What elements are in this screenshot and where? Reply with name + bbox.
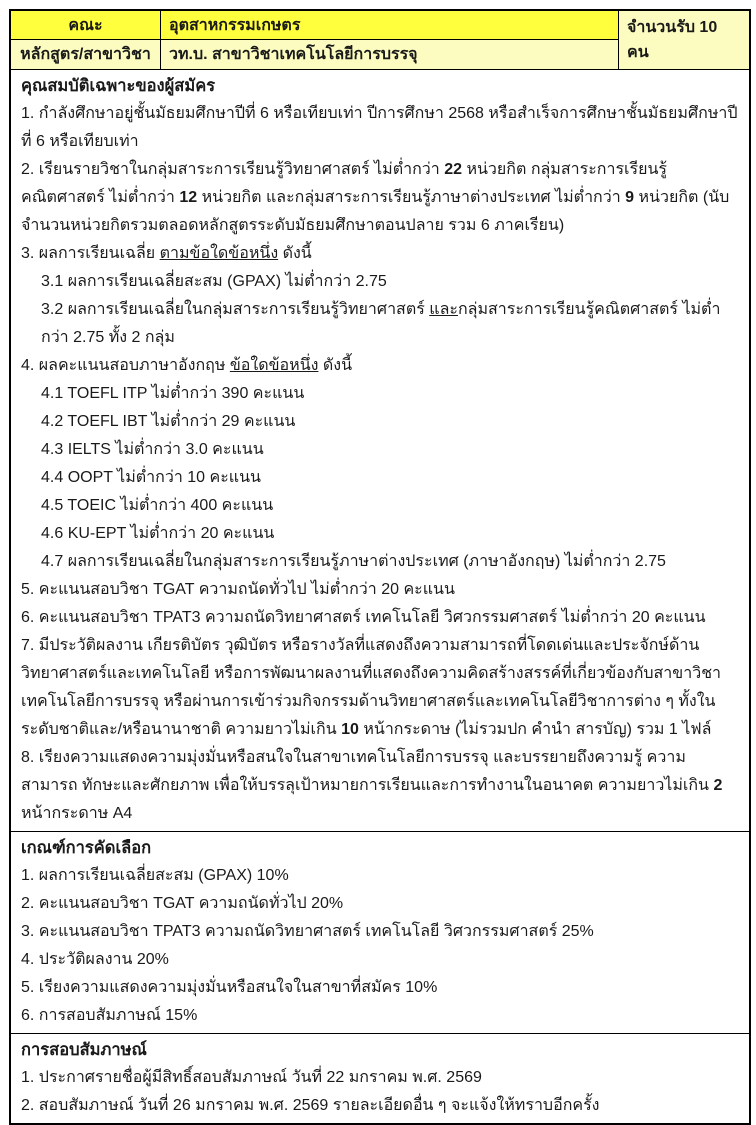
text-line: 1. ประกาศรายชื่อผู้มีสิทธิ์สอบสัมภาษณ์ วันที่ 22 มกราคม พ.ศ. 2569 bbox=[21, 1069, 482, 1086]
text-line: 3.1 ผลการเรียนเฉลี่ยสะสม (GPAX) ไม่ต่ำกว่า 2.75 bbox=[41, 273, 387, 290]
text-line: 4.3 IELTS ไม่ต่ำกว่า 3.0 คะแนน bbox=[41, 441, 264, 458]
section-qualifications bbox=[11, 70, 749, 831]
text-line: 7. มีประวัติผลงาน เกียรติบัตร วุฒิบัตร หรือรางวัลที่แสดงถึงความสามารถที่โดดเด่นและประจักษ์ด้านวิทยาศาสตร์และเทคโนโลยี หรือการพัฒนาผลงานที่แสดงถึงความคิดสร้างสรรค์ที่เกี่ยวข้องกับสาขาวิชาเทคโนโลยีการบรรจุ หรือผ่านการเข้าร่วมกิจกรรมด้านวิทยาศาสตร์และเทคโนโลยีวิชาการต่าง ๆ ทั้งในระดับชาติและ/หรือนานาชาติ ความยาวไม่เกิน 10 หน้ากระดาษ (ไม่รวมปก คำนำ สารบัญ) รวม 1 ไฟล์ bbox=[21, 637, 722, 738]
text-line: 5. คะแนนสอบวิชา TGAT ความถนัดทั่วไป ไม่ต่ำกว่า 20 คะแนน bbox=[21, 581, 455, 598]
section-selection-criteria bbox=[11, 831, 749, 1033]
section-interview bbox=[11, 1033, 749, 1123]
header-table bbox=[11, 11, 749, 70]
admission-count-cell: จำนวนรับ 10 คน bbox=[619, 11, 749, 69]
text-line: 1. ผลการเรียนเฉลี่ยสะสม (GPAX) 10% bbox=[21, 867, 289, 884]
text-line: 6. คะแนนสอบวิชา TPAT3 ความถนัดวิทยาศาสตร์ เทคโนโลยี วิศวกรรมศาสตร์ ไม่ต่ำกว่า 20 คะแนน bbox=[21, 609, 706, 626]
text-line: 4.1 TOEFL ITP ไม่ต่ำกว่า 390 คะแนน bbox=[41, 385, 305, 402]
text-line: 3. คะแนนสอบวิชา TPAT3 ความถนัดวิทยาศาสตร์ เทคโนโลยี วิศวกรรมศาสตร์ 25% bbox=[21, 923, 594, 940]
qualifications-title: คุณสมบัติเฉพาะของผู้สมัคร bbox=[21, 77, 216, 95]
faculty-value-cell: อุตสาหกรรมเกษตร bbox=[161, 11, 619, 40]
interview-title: การสอบสัมภาษณ์ bbox=[21, 1041, 147, 1059]
program-value-cell: วท.บ. สาขาวิชาเทคโนโลยีการบรรจุ bbox=[161, 40, 619, 69]
selection-criteria-body bbox=[11, 862, 749, 1030]
text-line: 1. กำลังศึกษาอยู่ชั้นมัธยมศึกษาปีที่ 6 หรือเทียบเท่า ปีการศึกษา 2568 หรือสำเร็จการศึกษาชั้นมัธยมศึกษาปีที่ 6 หรือเทียบเท่า bbox=[21, 105, 738, 150]
text-line: 2. สอบสัมภาษณ์ วันที่ 26 มกราคม พ.ศ. 2569 รายละเอียดอื่น ๆ จะแจ้งให้ทราบอีกครั้ง bbox=[21, 1097, 600, 1114]
text-line: 6. การสอบสัมภาษณ์ 15% bbox=[21, 1007, 198, 1024]
text-line: 4.6 KU-EPT ไม่ต่ำกว่า 20 คะแนน bbox=[41, 525, 275, 542]
text-line: 8. เรียงความแสดงความมุ่งมั่นหรือสนใจในสาขาเทคโนโลยีการบรรจุ และบรรยายถึงความรู้ ความสามารถ ทักษะและศักยภาพ เพื่อให้บรรลุเป้าหมายการเรียนและการทำงานในอนาคต ความยาวไม่เกิน 2 หน้ากระดาษ A4 bbox=[21, 749, 723, 822]
text-line: 2. คะแนนสอบวิชา TGAT ความถนัดทั่วไป 20% bbox=[21, 895, 344, 912]
faculty-label-cell: คณะ bbox=[11, 11, 161, 40]
text-line: 4.5 TOEIC ไม่ต่ำกว่า 400 คะแนน bbox=[41, 497, 274, 514]
text-line: 4.4 OOPT ไม่ต่ำกว่า 10 คะแนน bbox=[41, 469, 261, 486]
text-line: 2. เรียนรายวิชาในกลุ่มสาระการเรียนรู้วิทยาศาสตร์ ไม่ต่ำกว่า 22 หน่วยกิต กลุ่มสาระการเรียนรู้คณิตศาสตร์ ไม่ต่ำกว่า 12 หน่วยกิต และกลุ่มสาระการเรียนรู้ภาษาต่างประเทศ ไม่ต่ำกว่า 9 หน่วยกิต (นับจำนวนหน่วยกิตรวมตลอดหลักสูตรระดับมัธยมศึกษาตอนปลาย รวม 6 ภาคเรียน) bbox=[21, 161, 730, 234]
text-line: 4. ผลคะแนนสอบภาษาอังกฤษ ข้อใดข้อหนึ่ง ดังนี้ bbox=[21, 357, 353, 374]
text-line: 3.2 ผลการเรียนเฉลี่ยในกลุ่มสาระการเรียนรู้วิทยาศาสตร์ และกลุ่มสาระการเรียนรู้คณิตศาสตร์ ไม่ต่ำกว่า 2.75 ทั้ง 2 กลุ่ม bbox=[41, 301, 721, 346]
text-line: 4. ประวัติผลงาน 20% bbox=[21, 951, 169, 968]
text-line: 3. ผลการเรียนเฉลี่ย ตามข้อใดข้อหนึ่ง ดังนี้ bbox=[21, 245, 312, 262]
interview-body bbox=[11, 1064, 749, 1120]
text-line: 4.2 TOEFL IBT ไม่ต่ำกว่า 29 คะแนน bbox=[41, 413, 296, 430]
selection-criteria-title: เกณฑ์การคัดเลือก bbox=[21, 839, 152, 857]
admission-criteria-table bbox=[9, 9, 751, 1125]
text-line: 5. เรียงความแสดงความมุ่งมั่นหรือสนใจในสาขาที่สมัคร 10% bbox=[21, 979, 438, 996]
program-label-cell: หลักสูตร/สาขาวิชา bbox=[11, 40, 161, 69]
qualifications-body bbox=[11, 100, 749, 828]
text-line: 4.7 ผลการเรียนเฉลี่ยในกลุ่มสาระการเรียนรู้ภาษาต่างประเทศ (ภาษาอังกฤษ) ไม่ต่ำกว่า 2.75 bbox=[41, 553, 666, 570]
